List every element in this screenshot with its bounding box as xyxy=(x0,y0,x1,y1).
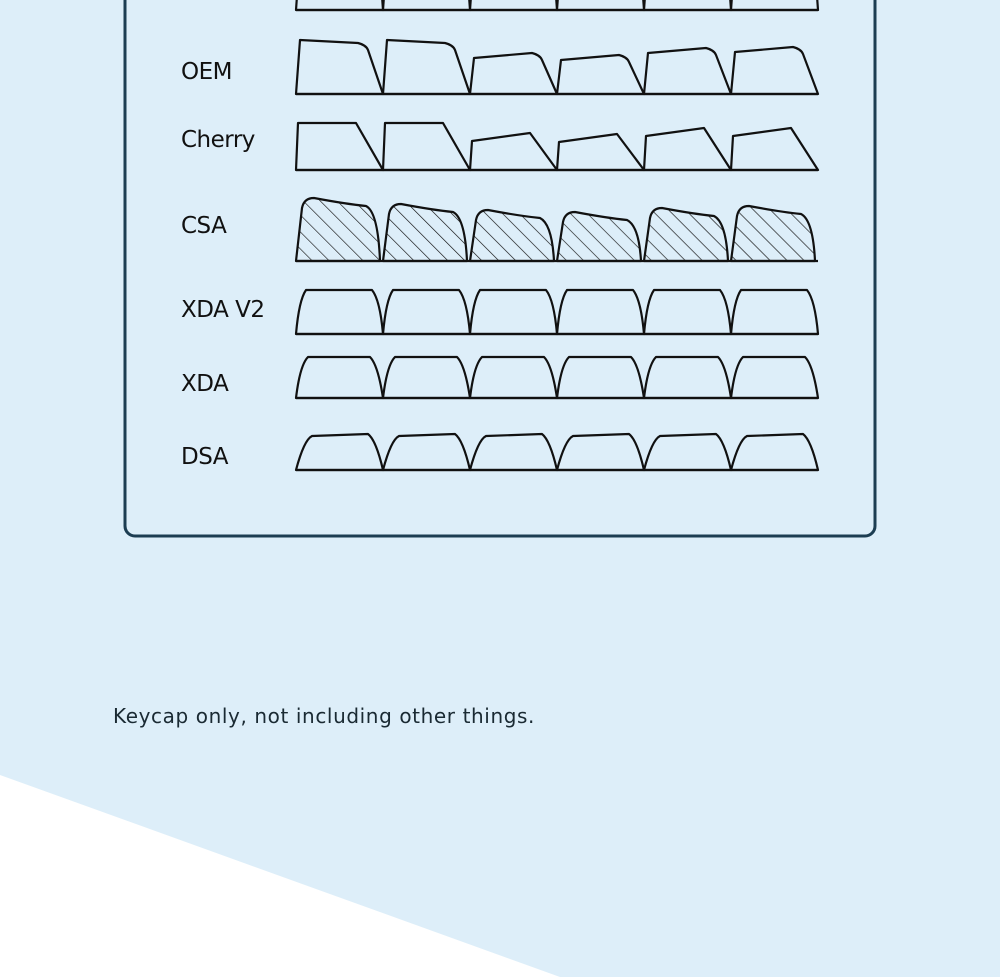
profile-label-xda-v2: XDA V2 xyxy=(181,297,265,323)
keycap-csa-6 xyxy=(731,206,815,261)
profile-label-csa: CSA xyxy=(181,213,227,239)
keycap-csa-3 xyxy=(470,210,554,261)
profile-label-cherry: Cherry xyxy=(181,127,255,153)
profile-label-xda: XDA xyxy=(181,371,229,397)
keycap-csa-2 xyxy=(383,204,467,261)
footnote-text: Keycap only, not including other things. xyxy=(113,704,535,728)
profile-label-dsa: DSA xyxy=(181,444,228,470)
keycap-csa-5 xyxy=(644,208,728,261)
profile-label-oem: OEM xyxy=(181,59,232,85)
keycap-csa-1 xyxy=(296,198,380,261)
